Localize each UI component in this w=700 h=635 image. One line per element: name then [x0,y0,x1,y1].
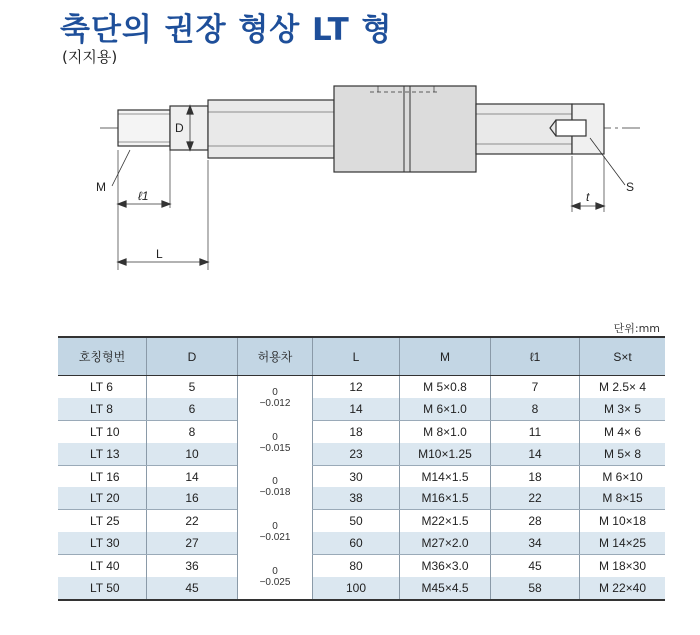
table-row: LT 8 6 14 M 6×1.0 8 M 3× 5 [58,398,665,420]
header-l: L [313,337,400,376]
unit-note: 단위:mm [613,322,660,335]
label-l: L [156,247,163,261]
label-l1: ℓ1 [138,189,149,203]
table-row: LT 6 5 0 −0.012 12 M 5×0.8 7 M 2.5× 4 [58,376,665,398]
threaded-end [118,110,170,146]
tolerance-cell: 0 −0.012 [238,376,313,421]
ball-nut [334,86,476,172]
tolerance-cell: 0 −0.015 [238,420,313,465]
header-m: M [400,337,491,376]
table-row: LT 30 27 60 M27×2.0 34 M 14×25 [58,532,665,554]
label-m: M [96,180,106,194]
header-d: D [147,337,238,376]
table-row: LT 20 16 38 M16×1.5 22 M 8×15 [58,487,665,509]
shaft-body-left [208,100,334,158]
page-title: 축단의 권장 형상 LT 형 [60,12,393,48]
tolerance-cell: 0 −0.025 [238,555,313,600]
page-subtitle: (지지용) [62,48,118,66]
shaft-drawing [0,0,700,300]
tapped-hole [556,120,586,136]
table-row: LT 16 14 0 −0.018 30 M14×1.5 18 M 6×10 [58,465,665,487]
header-l1: ℓ1 [491,337,580,376]
table-row: LT 50 45 100 M45×4.5 58 M 22×40 [58,577,665,600]
label-s: S [626,180,635,194]
label-t: t [586,190,590,204]
tolerance-cell: 0 −0.021 [238,510,313,555]
table-row: LT 10 8 0 −0.015 18 M 8×1.0 11 M 4× 6 [58,420,665,442]
header-tolerance: 허용차 [238,337,313,376]
header-model: 호칭형번 [58,337,147,376]
spec-table [58,336,665,601]
table-row: LT 13 10 23 M10×1.25 14 M 5× 8 [58,443,665,465]
label-d: D [175,121,184,135]
header-s: S×t [580,337,666,376]
tolerance-cell: 0 −0.018 [238,465,313,510]
table-row: LT 40 36 0 −0.025 80 M36×3.0 45 M 18×30 [58,555,665,577]
table-row: LT 25 22 0 −0.021 50 M22×1.5 28 M 10×18 [58,510,665,532]
